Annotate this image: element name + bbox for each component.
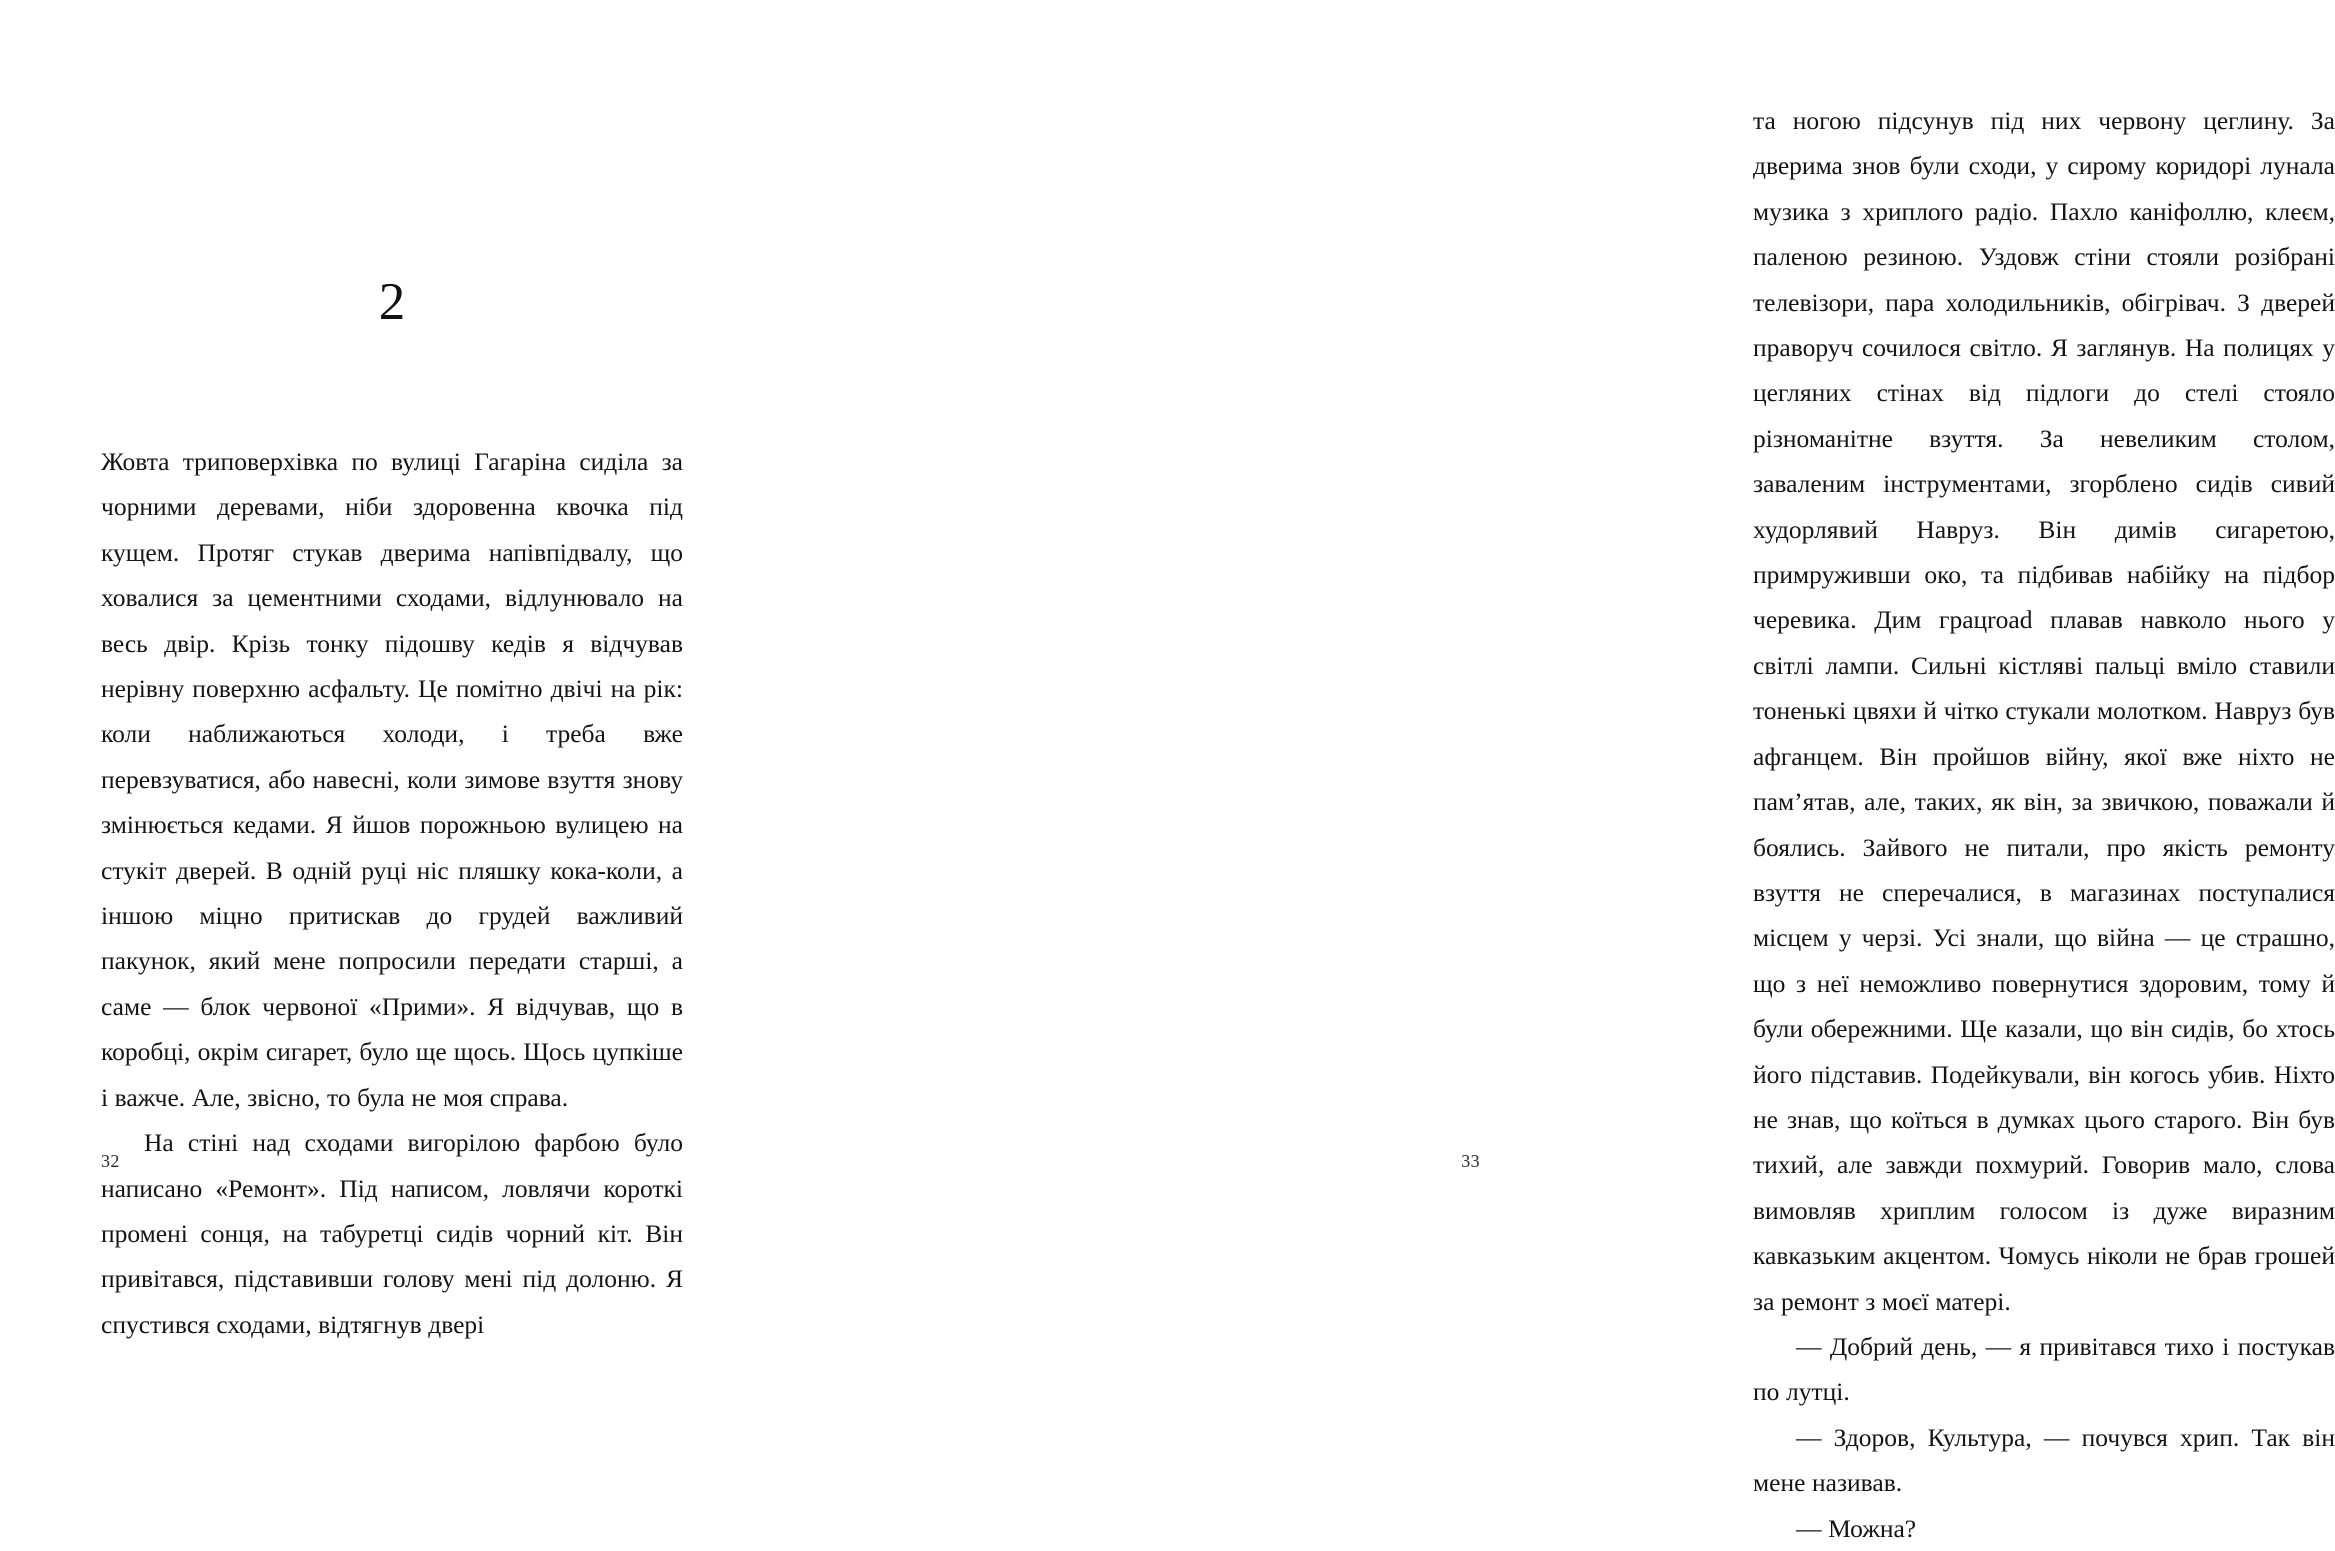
right-text-column	[1753, 98, 2335, 1543]
dialogue-line: — Добрий день, — я привітався тихо і постукав по лутці.	[1753, 1331, 2335, 1407]
left-page	[0, 0, 856, 1339]
right-body	[1753, 98, 2335, 1551]
right-page	[856, 0, 2335, 1543]
left-body	[101, 329, 683, 1347]
dialogue-line: — Здоров, Культура, — почувся хрип. Так він мене називав.	[1753, 1422, 2335, 1498]
paragraph: Жовта триповерхівка по вулиці Гагаріна сиділа за чорними деревами, ніби здоровенна квочка під кущем. Протяг стукав дверима напівпідвалу, що ховалися за цементними сходами, відлунювало на весь двір. Крізь тонку підошву кедів я відчував нерівну поверхню асфальту. Це помітно двічі на рік: коли наближаються холоди, і треба вже перевзуватися, або навесні, коли зимове взуття знову змінюється кедами. Я йшов порожньою вулицею на стукіт дверей. В одній руці ніс пляшку кока-коли, а іншою міцно притискав до грудей важливий пакунок, який мене попросили передати старші, а саме — блок червоної «Прими». Я відчував, що в коробці, окрім сигарет, було ще щось. Щось цупкіше і важче. Але, звісно, то була не моя справа.	[101, 447, 683, 1112]
paragraph: На стіні над сходами вигорілою фарбою було написано «Ремонт». Під написом, ловлячи короткі промені сонця, на табуретці сидів чорний кіт. Він привітався, підставивши голову мені під долоню. Я спустився сходами, відтягнув двері	[101, 1128, 683, 1339]
chapter-number: 2	[378, 273, 406, 331]
page-number-right: 33	[1461, 1151, 1480, 1171]
paragraph: та ногою підсунув під них червону цеглину. За дверима знов були сходи, у сирому коридорі лунала музика з хриплого радіо. Пахло каніфоллю, клеєм, паленою резиною. Уздовж стіни стояли розібрані телевізори, пара холодильників, обігрівач. З дверей праворуч сочилося світло. Я заглянув. На полицях у цегляних стінах від підлоги до стелі стояло різноманітне взуття. За невеликим столом, заваленим інструментами, згорблено сидів сивий худорлявий Навруз. Він димів сигаретою, примруживши око, та підбивав набійку на підбор черевика. Дим грацroad плавав навколо нього у світлі лампи. Сильні кістляві пальці вміло ставили тоненькі цвяхи й чітко стукали молотком. Навруз був афганцем. Він пройшов війну, якої вже ніхто не пам’ятав, але, таких, як він, за звичкою, поважали й боялись. Зайвого не питали, про якість ремонту взуття не сперечалися, в магазинах поступалися місцем у черзі. Усі знали, що війна — це страшно, що з неї неможливо повернутися здоровим, тому й були обережними. Ще казали, що він сидів, бо хтось його підставив. Подейкували, він когось убив. Ніхто не знав, що коїться в думках цього старого. Він був тихий, але завжди похмурий. Говорив мало, слова вимовляв хриплим голосом із дуже виразним кавказьким акцентом. Чомусь ніколи не брав грошей за ремонт з моєї матері.	[1753, 106, 2335, 1316]
page-number-left: 32	[101, 1151, 120, 1171]
dialogue-line: — Можна?	[1796, 1513, 1917, 1543]
